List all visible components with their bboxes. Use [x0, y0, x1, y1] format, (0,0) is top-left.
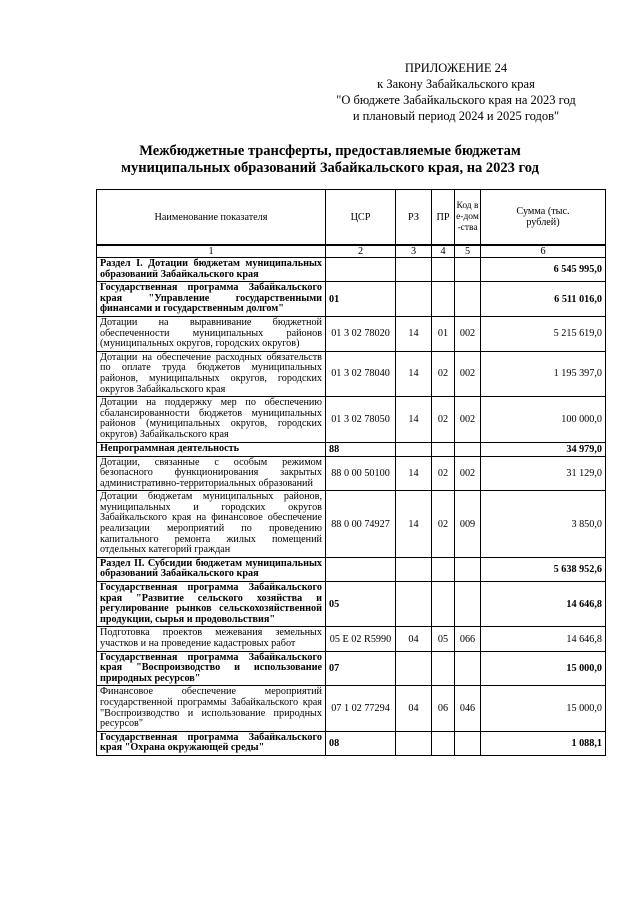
sum-cell: 15 000,0 — [481, 651, 606, 686]
sum-cell: 34 979,0 — [481, 442, 606, 456]
column-number: 6 — [481, 245, 606, 258]
table-row — [97, 686, 606, 731]
indicator-name-cell: Раздел II. Субсидии бюджетам муниципальных образований Забайкальского края — [97, 557, 326, 581]
sum-cell: 6 511 016,0 — [481, 282, 606, 317]
csr-cell: 01 — [326, 282, 396, 317]
csr-cell: 01 3 02 78040 — [326, 351, 396, 396]
pr-cell — [432, 557, 455, 581]
sum-cell: 5 215 619,0 — [481, 316, 606, 351]
pr-cell — [432, 442, 455, 456]
sum-cell: 3 850,0 — [481, 491, 606, 558]
column-header-rz: РЗ — [396, 190, 432, 246]
sum-cell: 6 545 995,0 — [481, 258, 606, 282]
sum-cell: 31 129,0 — [481, 456, 606, 491]
dept-code-cell: 002 — [455, 397, 481, 442]
csr-cell — [326, 557, 396, 581]
rz-cell — [396, 557, 432, 581]
pr-cell: 06 — [432, 686, 455, 731]
dept-code-cell: 046 — [455, 686, 481, 731]
pr-cell — [432, 731, 455, 755]
csr-cell: 88 0 00 50100 — [326, 456, 396, 491]
column-number-row — [97, 245, 606, 258]
table-body — [97, 258, 606, 756]
table-header-row — [97, 190, 606, 246]
table-row — [97, 491, 606, 558]
rz-cell — [396, 258, 432, 282]
sum-cell: 100 000,0 — [481, 397, 606, 442]
law-title-line-1: "О бюджете Забайкальского края на 2023 год — [336, 93, 576, 107]
pr-cell: 01 — [432, 316, 455, 351]
rz-cell — [396, 582, 432, 627]
indicator-name-cell: Раздел I. Дотации бюджетам муниципальных образований Забайкальского края — [97, 258, 326, 282]
dept-code-cell — [455, 651, 481, 686]
indicator-name-cell: Государственная программа Забайкальского края "Воспроизводство и использование природных ресурсов" — [97, 651, 326, 686]
column-number: 4 — [432, 245, 455, 258]
column-header-dept-code: Код ве-дом-ства — [455, 190, 481, 246]
table-row — [97, 627, 606, 651]
pr-cell — [432, 582, 455, 627]
table-row — [97, 582, 606, 627]
indicator-name-cell: Дотации на поддержку мер по обеспечению сбалансированности бюджетов муниципальных районов (муниципальных округов, городских округов) Забайкальского края — [97, 397, 326, 442]
sum-cell: 15 000,0 — [481, 686, 606, 731]
indicator-name-cell: Подготовка проектов межевания земельных участков и на проведение кадастровых работ — [97, 627, 326, 651]
csr-cell: 07 1 02 77294 — [326, 686, 396, 731]
indicator-name-cell: Государственная программа Забайкальского края "Развитие сельского хозяйства и регулирование рынков сельскохозяйственной продукции, сырья и продовольствия" — [97, 582, 326, 627]
table-row — [97, 258, 606, 282]
dept-code-cell: 002 — [455, 351, 481, 396]
document-title — [100, 143, 560, 177]
dept-code-cell — [455, 442, 481, 456]
csr-cell: 07 — [326, 651, 396, 686]
csr-cell: 01 3 02 78050 — [326, 397, 396, 442]
law-reference: к Закону Забайкальского края — [377, 77, 535, 91]
document-title-line-2: муниципальных образований Забайкальского края, на 2023 год — [121, 160, 539, 176]
dept-code-cell — [455, 731, 481, 755]
rz-cell: 14 — [396, 351, 432, 396]
pr-cell — [432, 282, 455, 317]
table-row — [97, 316, 606, 351]
sum-cell: 14 646,8 — [481, 627, 606, 651]
sum-cell: 5 638 952,6 — [481, 557, 606, 581]
indicator-name-cell: Финансовое обеспечение мероприятий государственной программы Забайкальского края "Воспроизводство и использование природных ресурсов" — [97, 686, 326, 731]
rz-cell: 14 — [396, 316, 432, 351]
indicator-name-cell: Дотации на обеспечение расходных обязательств по оплате труда бюджетов муниципальных районов, муниципальных округов, городских округов Забайкальского края — [97, 351, 326, 396]
pr-cell: 02 — [432, 397, 455, 442]
appendix-block — [320, 60, 592, 124]
column-number: 1 — [97, 245, 326, 258]
indicator-name-cell: Непрограммная деятельность — [97, 442, 326, 456]
dept-code-cell — [455, 258, 481, 282]
pr-cell — [432, 258, 455, 282]
rz-cell — [396, 731, 432, 755]
indicator-name-cell: Дотации на выравнивание бюджетной обеспеченности муниципальных районов (муниципальных округов, городских округов) — [97, 316, 326, 351]
rz-cell — [396, 651, 432, 686]
sum-cell: 1 195 397,0 — [481, 351, 606, 396]
table-row — [97, 731, 606, 755]
column-number: 3 — [396, 245, 432, 258]
pr-cell — [432, 651, 455, 686]
rz-cell: 04 — [396, 627, 432, 651]
dept-code-cell: 009 — [455, 491, 481, 558]
indicator-name-cell: Дотации, связанные с особым режимом безопасного функционирования закрытых административно-территориальных образований — [97, 456, 326, 491]
rz-cell — [396, 282, 432, 317]
csr-cell: 88 0 00 74927 — [326, 491, 396, 558]
pr-cell: 02 — [432, 491, 455, 558]
table-row — [97, 442, 606, 456]
column-number: 5 — [455, 245, 481, 258]
rz-cell: 04 — [396, 686, 432, 731]
csr-cell — [326, 258, 396, 282]
column-header-sum: Сумма (тыс. рублей) — [481, 190, 606, 246]
table-row — [97, 351, 606, 396]
csr-cell: 08 — [326, 731, 396, 755]
csr-cell: 05 — [326, 582, 396, 627]
dept-code-cell: 002 — [455, 456, 481, 491]
indicator-name-cell: Дотации бюджетам муниципальных районов, муниципальных и городских округов Забайкальского края на финансовое обеспечение реализации мероприятий по проведению капитального ремонта жилых помещений отдельных категорий граждан — [97, 491, 326, 558]
pr-cell: 05 — [432, 627, 455, 651]
sum-cell: 1 088,1 — [481, 731, 606, 755]
sum-cell: 14 646,8 — [481, 582, 606, 627]
column-header-name: Наименование показателя — [97, 190, 326, 246]
pr-cell: 02 — [432, 351, 455, 396]
table-row — [97, 557, 606, 581]
appendix-number: ПРИЛОЖЕНИЕ 24 — [404, 61, 508, 75]
indicator-name-cell: Государственная программа Забайкальского края "Управление государственными финансами и государственным долгом" — [97, 282, 326, 317]
rz-cell — [396, 442, 432, 456]
table-row — [97, 282, 606, 317]
column-number: 2 — [326, 245, 396, 258]
dept-code-cell — [455, 557, 481, 581]
column-header-pr: ПР — [432, 190, 455, 246]
pr-cell: 02 — [432, 456, 455, 491]
law-title-line-2: и плановый период 2024 и 2025 годов" — [352, 109, 560, 123]
dept-code-cell — [455, 582, 481, 627]
column-header-csr: ЦСР — [326, 190, 396, 246]
rz-cell: 14 — [396, 491, 432, 558]
rz-cell: 14 — [396, 397, 432, 442]
table-row — [97, 651, 606, 686]
csr-cell: 01 3 02 78020 — [326, 316, 396, 351]
dept-code-cell — [455, 282, 481, 317]
csr-cell: 05 Е 02 R5990 — [326, 627, 396, 651]
table-row — [97, 397, 606, 442]
dept-code-cell: 002 — [455, 316, 481, 351]
dept-code-cell: 066 — [455, 627, 481, 651]
csr-cell: 88 — [326, 442, 396, 456]
indicator-name-cell: Государственная программа Забайкальского края "Охрана окружающей среды" — [97, 731, 326, 755]
transfers-table — [96, 189, 606, 756]
document-title-line-1: Межбюджетные трансферты, предоставляемые бюджетам — [139, 143, 521, 159]
rz-cell: 14 — [396, 456, 432, 491]
table-row — [97, 456, 606, 491]
